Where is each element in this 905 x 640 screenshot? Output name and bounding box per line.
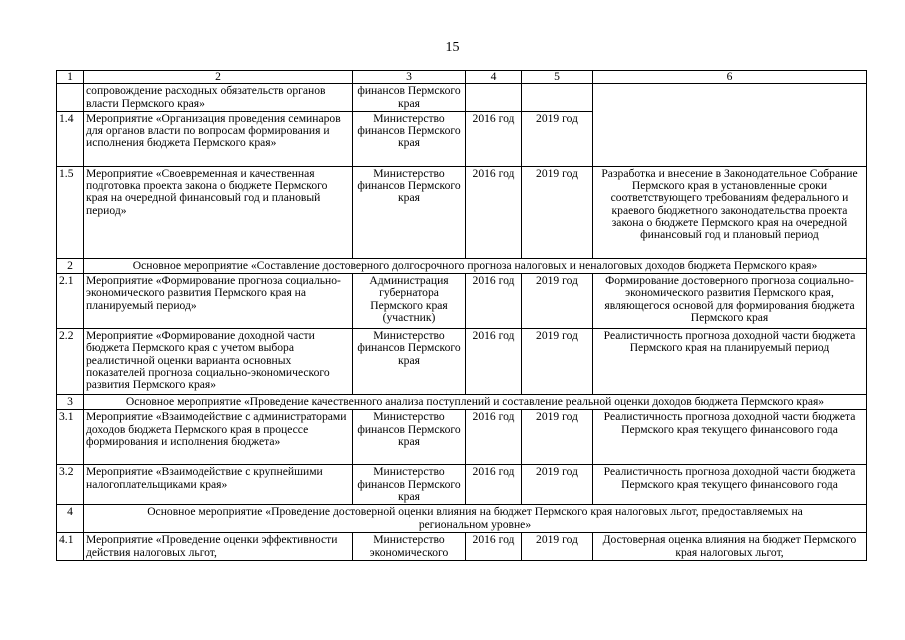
section-number-cell: 4 — [57, 505, 84, 533]
executor-cell: Министерство финансов Пермского края — [353, 410, 466, 465]
end-year-cell: 2019 год — [522, 329, 593, 395]
measure-description: сопровождение расходных обязательств органов власти Пермского края» — [84, 84, 353, 112]
row-number-cell: 3.1 — [57, 410, 84, 465]
section-title: Основное мероприятие «Проведение достоверной оценки влияния на бюджет Пермского края налоговых льгот, предоставляемых на региональном уровне» — [84, 505, 867, 533]
executor-cell: Министерство экономического — [353, 533, 466, 561]
column-header: 4 — [466, 71, 522, 84]
section-row — [57, 505, 867, 533]
column-header: 2 — [84, 71, 353, 84]
table-row — [57, 329, 867, 395]
start-year-cell: 2016 год — [466, 111, 522, 166]
result-cell: Разработка и внесение в Законодательное Собрание Пермского края в установленные сроки соответствующего требованиям федерального и краевого бюджетного законодательства проекта закона о бюджете Пермского края на очередной финансовый год и плановый период — [593, 166, 867, 258]
measure-description: Мероприятие «Организация проведения семинаров для органов власти по вопросам формирования и исполнения бюджета Пермского края» — [84, 111, 353, 166]
result-cell: Реалистичность прогноза доходной части бюджета Пермского края текущего финансового года — [593, 465, 867, 505]
measure-description: Мероприятие «Формирование прогноза социально-экономического развития Пермского края на планируемый период» — [84, 274, 353, 329]
result-cell: Реалистичность прогноза доходной части бюджета Пермского края на планируемый период — [593, 329, 867, 395]
end-year-cell: 2019 год — [522, 274, 593, 329]
measure-description: Мероприятие «Своевременная и качественная подготовка проекта закона о бюджете Пермского края на очередной финансовый год и плановый период» — [84, 166, 353, 258]
end-year-cell: 2019 год — [522, 465, 593, 505]
measures-table — [56, 70, 867, 561]
result-cell: Реалистичность прогноза доходной части бюджета Пермского края текущего финансового года — [593, 410, 867, 465]
row-number-cell: 1.4 — [57, 111, 84, 166]
executor-cell: Министерство финансов Пермского края — [353, 166, 466, 258]
table-row — [57, 533, 867, 561]
section-number-cell: 2 — [57, 258, 84, 273]
row-number-cell: 3.2 — [57, 465, 84, 505]
table-row — [57, 274, 867, 329]
executor-cell: финансов Пермского края — [353, 84, 466, 112]
result-cell — [593, 84, 867, 112]
column-header: 3 — [353, 71, 466, 84]
row-number-cell: 1.5 — [57, 166, 84, 258]
column-header: 5 — [522, 71, 593, 84]
row-number-cell — [57, 84, 84, 112]
row-number-cell: 2.1 — [57, 274, 84, 329]
measure-description: Мероприятие «Взаимодействие с крупнейшими налогоплательщиками края» — [84, 465, 353, 505]
start-year-cell: 2016 год — [466, 533, 522, 561]
table-row — [57, 465, 867, 505]
result-cell — [593, 111, 867, 166]
section-row — [57, 258, 867, 273]
section-title: Основное мероприятие «Составление достоверного долгосрочного прогноза налоговых и неналоговых доходов бюджета Пермского края» — [84, 258, 867, 273]
measure-description: Мероприятие «Проведение оценки эффективности действия налоговых льгот, — [84, 533, 353, 561]
row-number-cell: 4.1 — [57, 533, 84, 561]
end-year-cell: 2019 год — [522, 410, 593, 465]
row-number-cell: 2.2 — [57, 329, 84, 395]
start-year-cell — [466, 84, 522, 112]
table-row — [57, 410, 867, 465]
start-year-cell: 2016 год — [466, 274, 522, 329]
table-row — [57, 111, 867, 166]
result-cell: Достоверная оценка влияния на бюджет Пермского края налоговых льгот, — [593, 533, 867, 561]
start-year-cell: 2016 год — [466, 410, 522, 465]
table-row — [57, 166, 867, 258]
end-year-cell: 2019 год — [522, 166, 593, 258]
executor-cell: Администрация губернатора Пермского края (участник) — [353, 274, 466, 329]
column-header: 1 — [57, 71, 84, 84]
executor-cell: Министерство финансов Пермского края — [353, 329, 466, 395]
start-year-cell: 2016 год — [466, 329, 522, 395]
table-row — [57, 84, 867, 112]
executor-cell: Министерство финансов Пермского края — [353, 111, 466, 166]
section-title: Основное мероприятие «Проведение качественного анализа поступлений и составление реальной оценки доходов бюджета Пермского края» — [84, 395, 867, 410]
executor-cell: Министерство финансов Пермского края — [353, 465, 466, 505]
end-year-cell — [522, 84, 593, 112]
column-header: 6 — [593, 71, 867, 84]
page-number: 15 — [445, 40, 460, 55]
measure-description: Мероприятие «Взаимодействие с администраторами доходов бюджета Пермского края в процессе формирования и исполнения бюджета» — [84, 410, 353, 465]
end-year-cell: 2019 год — [522, 111, 593, 166]
section-number-cell: 3 — [57, 395, 84, 410]
result-cell: Формирование достоверного прогноза социально-экономического развития Пермского края, являющегося основой для формирования бюджета Пермского края — [593, 274, 867, 329]
measure-description: Мероприятие «Формирование доходной части бюджета Пермского края с учетом выбора реалистичной оценки варианта основных показателей прогноза социально-экономического развития Пермского края» — [84, 329, 353, 395]
table-header-row — [57, 71, 867, 84]
end-year-cell: 2019 год — [522, 533, 593, 561]
section-row — [57, 395, 867, 410]
start-year-cell: 2016 год — [466, 465, 522, 505]
start-year-cell: 2016 год — [466, 166, 522, 258]
